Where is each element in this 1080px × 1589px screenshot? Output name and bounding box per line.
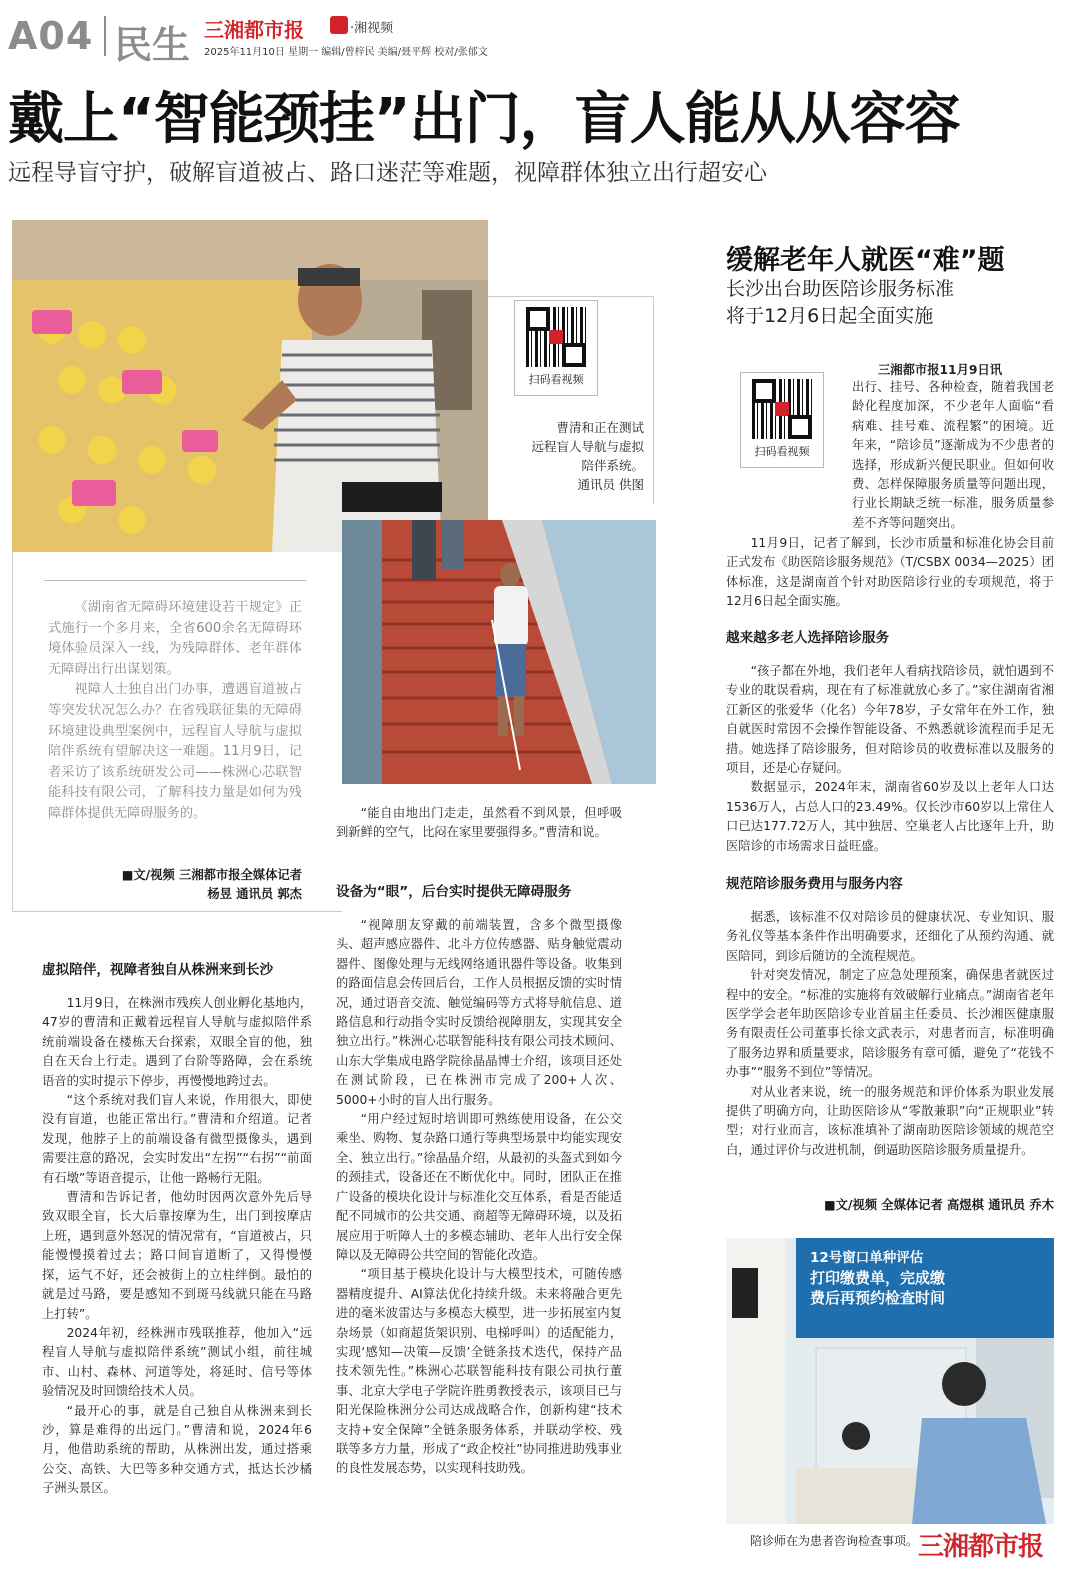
page-number: A04: [8, 14, 94, 58]
byline-line: ■文/视频 三湘都市报全媒体记者: [121, 868, 302, 882]
stairs-photo: [342, 520, 656, 784]
left-body: [42, 994, 312, 1499]
subheadline: 远程导盲守护，破解盲道被占、路口迷茫等难题，视障群体独立出行超安心: [8, 160, 767, 186]
supermarket-illustration: [12, 220, 488, 552]
headline: 戴上“智能颈挂”出门，盲人能从从容容: [8, 87, 960, 152]
left-subhead: 虚拟陪伴，视障者独自从株洲来到长沙: [42, 962, 274, 978]
hospital-photo-caption: 陪诊师在为患者咨询检查事项。: [750, 1534, 919, 1548]
right-dateline: 三湘都市报11月9日讯: [878, 363, 1003, 377]
main-photo: [12, 220, 488, 552]
lead-paragraph: 视障人士独自出门办事，遭遇盲道被占等突发状况怎么办？在省残联征集的无障碍环境建设典型案例中，远程盲人导航与虚拟陪伴系统有望解决这一难题。11月9日，记者采访了该系统研发公司——株洲心芯联智能科技有限公司，了解科技力量是如何为残障群体提供无障碍服务的。: [48, 682, 302, 821]
photo-caption-line: 曹清和正在测试: [556, 420, 644, 435]
body-paragraph: 针对突发情况，制定了应急处理预案，确保患者就医过程中的安全。“标准的实施将有效破解行业痛点。”湖南省老年医学学会老年助医陪诊专业首届主任委员、长沙湘医健康服务有限责任公司董事长徐文武表示，对患者而言，标准明确了服务边界和质量要求，陪诊服务有章可循，避免了“花钱不办事”“服务不到位”等情况。: [726, 968, 1054, 1080]
middle-subhead: 设备为“眼”，后台实时提供无障碍服务: [336, 884, 572, 900]
right-title: 缓解老年人就医“难”题: [726, 245, 1005, 276]
paper-logo: 三湘都市报: [204, 18, 304, 42]
qr-code-icon: [752, 379, 812, 439]
right-subtitle-line: 将于12月6日起全面实施: [726, 305, 934, 327]
qr-label: 扫码看视频: [528, 373, 584, 386]
body-paragraph: “这个系统对我们盲人来说，作用很大，即使没有盲道，也能正常出行。”曹清和介绍道。记者发现，他脖子上的前端设备有微型摄像头，遇到需要注意的路况，会实时发出“左拐”“右拐”“前面有石墩”等语音提示，让他一路畅行无阻。: [42, 1093, 312, 1185]
body-paragraph: 对从业者来说，统一的服务规范和评价体系为职业发展提供了明确方向，让助医陪诊从“零散兼职”向“正规职业”转型；对行业而言，该标准填补了湖南助医陪诊领域的规范空白，通过评价与改进机制，倒逼助医陪诊服务质量提升。: [726, 1084, 1054, 1157]
body-paragraph: “项目基于模块化设计与大模型技术，可随传感器精度提升、AI算法优化持续升级。未来将融合更先进的毫米波雷达与多模态大模型，进一步拓展室内复杂场景（如商超货架识别、电梯呼叫）的适配能力，实现‘感知—决策—反馈’全链条技术迭代，保持产品技术领先性。”株洲心芯联智能科技有限公司执行董事、北京大学电子学院许胜勇教授表示，该项目已与阳光保险株洲分公司达成战略合作，创新构建“技术支持+安全保障”全链条服务体系，并联动学校、残联等多方力量，形成了“政企校社”协同推进助残事业的良性发展态势，以实现科技助残。: [336, 1267, 622, 1476]
body-paragraph: “孩子都在外地，我们老年人看病找陪诊员，就怕遇到不专业的耽误看病，现在有了标准就放心多了。”家住湖南省湘江新区的张爱华（化名）今年78岁，子女常年在外工作，独自就医时常因不会操作智能设备、不熟悉就诊流程而手足无措。她选择了陪诊服务，但对陪诊员的收费标准以及服务的项目，还是心存疑问。: [726, 664, 1054, 776]
sign-line: 打印缴费单，完成缴: [810, 1269, 946, 1287]
body-paragraph: 曹清和告诉记者，他幼时因两次意外先后导致双眼全盲，长大后靠按摩为生，出门到按摩店上班，遇到意外怒况的情况常有，“盲道被占，只能慢慢摸着过去；路口间盲道断了，又得慢慢探，运气不好，还会被街上的立柱绊倒。最怕的就是过马路，要是感知不到斑马线就只能在马路上打转”。: [42, 1190, 312, 1321]
right-section-1: [726, 662, 1054, 856]
right-subtitle: [726, 276, 954, 330]
video-brand: ·湘视频: [350, 21, 394, 36]
middle-body-top: [336, 804, 622, 843]
section-title: 民生: [114, 23, 191, 67]
date-line: 2025年11月10日 星期一 编辑/曾梓民 美编/聂平辉 校对/张郁文: [204, 47, 488, 58]
body-paragraph: 2024年初，经株洲市残联推荐，他加入“远程盲人导航与虚拟陪伴系统”测试小组，前往城市、山村、森林、河道等处，将延时、信号等体验情况及时回馈给技术人员。: [42, 1325, 312, 1399]
right-subhead-1: 越来越多老人选择陪诊服务: [726, 630, 890, 646]
middle-body: [336, 916, 622, 1479]
lead-paragraph: 《湖南省无障碍环境建设若干规定》正式施行一个多月来，全省600余名无障碍环境体验员深入一线，为残障群体、老年群体无障碍出行出谋划策。: [48, 600, 302, 677]
byline-line: 杨昱 通讯员 郭杰: [207, 887, 302, 901]
hospital-photo: [726, 1238, 1054, 1524]
left-byline: [48, 866, 302, 904]
photo-caption-line: 远程盲人导航与虚拟: [531, 439, 644, 454]
quote-paragraph: “能自由地出门走走，虽然看不到风景，但呼吸到新鲜的空气，比闷在家里要强得多。”曹清和说。: [336, 806, 622, 840]
right-section-2: [726, 908, 1054, 1160]
video-logo-icon: [330, 16, 348, 34]
body-paragraph: 11月9日，在株洲市残疾人创业孵化基地内，47岁的曹清和正戴着远程盲人导航与虚拟陪伴系统前端设备在楼栋天台探索，双眼全盲的他，独自在天台上行走。遇到了台阶等路障，会在系统语音的实时提示下停步，再慢慢地跨过去。: [42, 996, 312, 1088]
header-divider: [104, 16, 106, 56]
qr-label: 扫码看视频: [754, 445, 810, 458]
body-paragraph: “视障朋友穿戴的前端装置，含多个微型摄像头、超声感应器件、北斗方位传感器、贴身触觉震动器件、图像处理与无线网络通讯器件等设备。收集到的路面信息会传回后台，工作人员根据反馈的实时情况，通过语音交流、触觉编码等方式将导航信息、道路信息和行动指令实时反馈给视障朋友，实现其安全独立出行。”株洲心芯联智能科技有限公司技术顾问、山东大学集成电路学院徐晶晶博士介绍，该项目还处在测试阶段，已在株洲市完成了200+人次、5000+小时的盲人出行服务。: [336, 918, 622, 1107]
right-intro: 出行、挂号、各种检查，随着我国老龄化程度加深，不少老年人面临“看病难、挂号难、流程繁”的困境。近年来，“陪诊员”逐渐成为不少患者的选择，形成新兴便民职业。但如何收费、怎样保障服务质量等问题出现，行业长期缺乏统一标准，服务质量参差不齐等问题突出。: [852, 380, 1054, 530]
right-subtitle-line: 长沙出台助医陪诊服务标准: [726, 278, 955, 300]
body-paragraph: 11月9日，记者了解到，长沙市质量和标准化协会目前正式发布《助医陪诊服务规范》（T/CSBX 0034—2025）团体标准，这是湖南首个针对助医陪诊行业的专项规范，将于12月6日起全面实施。: [726, 536, 1054, 609]
qr-code-video-2[interactable]: [740, 372, 824, 468]
right-subhead-2: 规范陪诊服务费用与服务内容: [726, 876, 903, 892]
sign-line: 12号窗口单种评估: [810, 1250, 924, 1266]
sign-line: 费后再预约检查时间: [810, 1289, 946, 1307]
footer-logo: 三湘都市报: [918, 1532, 1044, 1562]
stairs-illustration: [342, 520, 656, 784]
photo-caption-line: 陪伴系统。: [581, 458, 644, 473]
photo-caption: [494, 418, 644, 494]
photo-credit: 通讯员 供图: [577, 477, 644, 492]
lead-top-rule: [44, 580, 306, 581]
body-paragraph: 据悉，该标准不仅对陪诊员的健康状况、专业知识、服务礼仪等基本条件作出明确要求，还细化了从预约沟通、就医陪同，到诊后随访的全流程规范。: [726, 910, 1054, 963]
right-body-top: [726, 534, 1054, 612]
body-paragraph: 数据显示，2024年末，湖南省60岁及以上老年人口达1536万人，占总人口的23.49%。仅长沙市60岁以上常住人口已达177.72万人，其中独居、空巢老人占比逐年上升，助医陪诊的市场需求日益旺盛。: [726, 780, 1054, 853]
body-paragraph: “用户经过短时培训即可熟练使用设备，在公交乘坐、购物、复杂路口通行等典型场景中均能实现安全、独立出行。”徐晶晶介绍，从最初的头盔式到如今的颈挂式，设备还在不断优化中。同时，团队正在推广设备的模块化设计与标准化交互体系，看是否能适配不同城市的公共交通、商超等无障碍环境，以及拓展应用于听障人士的多模态辅助、老年人出行安全保障以及无障碍公共空间的智能化改造。: [336, 1112, 622, 1262]
body-paragraph: “最开心的事，就是自己独自从株洲来到长沙，算是难得的出远门。”曹清和说，2024年6月，他借助系统的帮助，从株洲出发，通过搭乘公交、高铁、大巴等多种交通方式，抵达长沙橘子洲头景区。: [42, 1403, 312, 1496]
hospital-sign-text: [810, 1248, 990, 1308]
right-byline: ■文/视频 全媒体记者 高煜棋 通讯员 乔木: [824, 1198, 1054, 1212]
lead-text: [48, 598, 302, 825]
